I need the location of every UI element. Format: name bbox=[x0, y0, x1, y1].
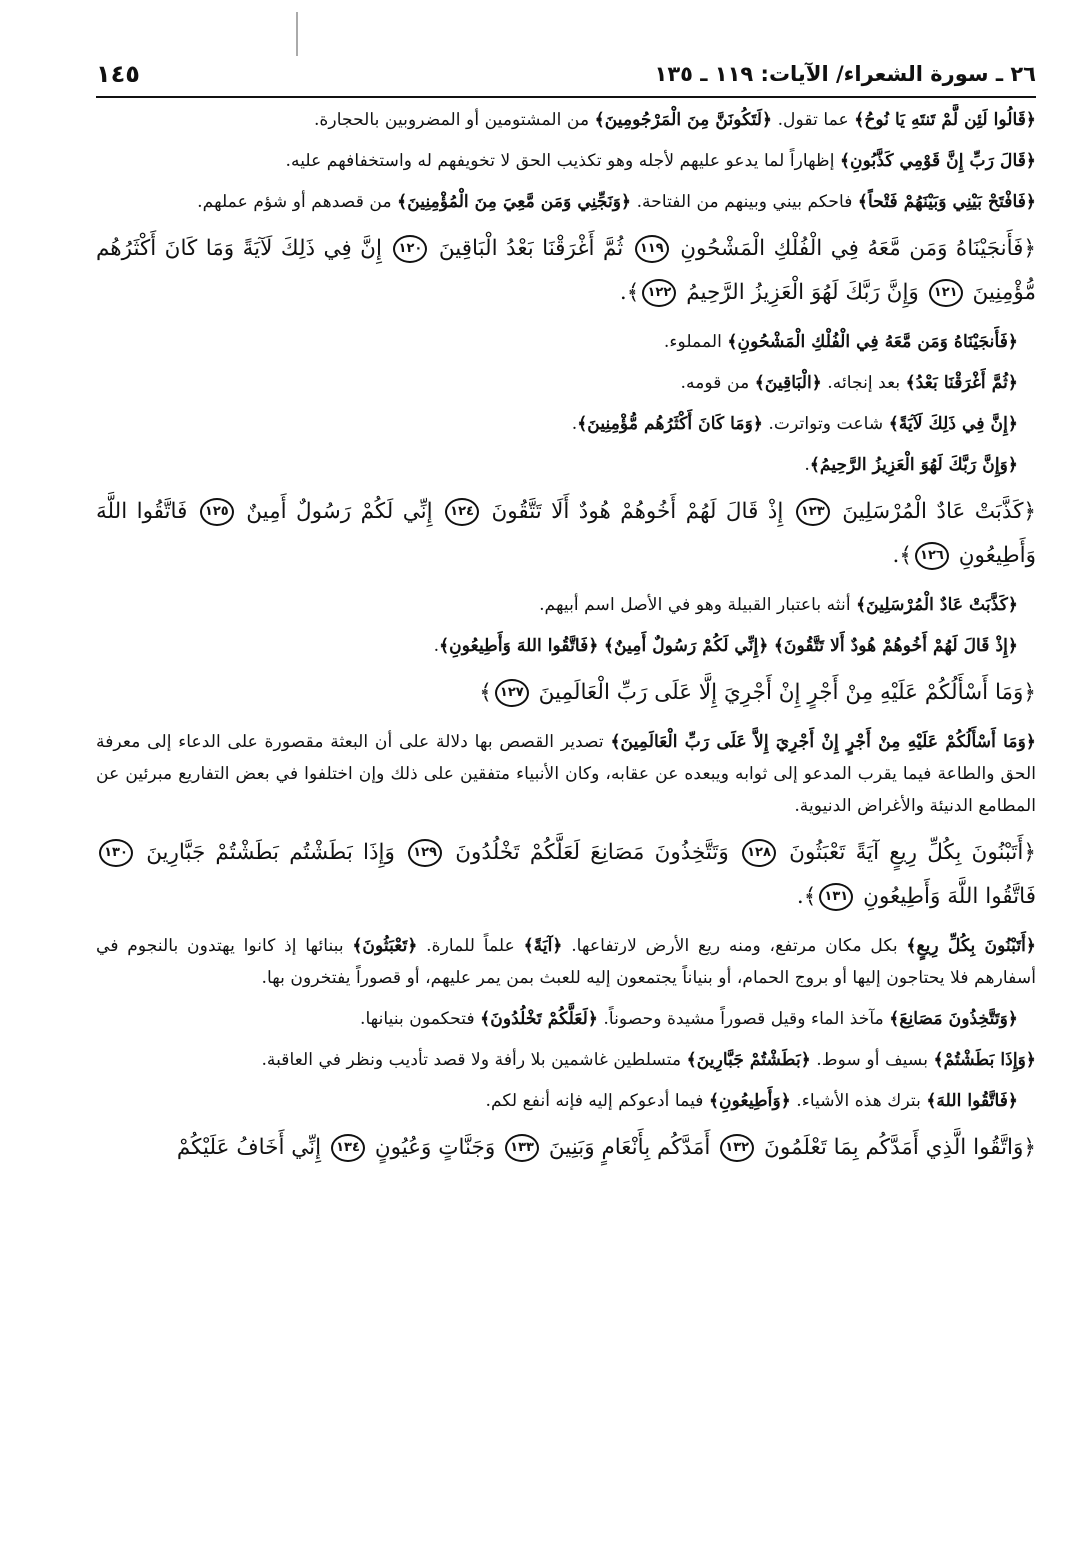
quran-verse-block bbox=[96, 227, 1036, 315]
quran-quote: ﴿الْبَاقِينَ﴾ bbox=[754, 373, 822, 393]
commentary-text: . bbox=[433, 636, 440, 656]
commentary-text: . bbox=[804, 455, 810, 475]
quran-quote: ﴿آيَةً﴾ bbox=[523, 936, 563, 956]
quran-quote: ﴿إِنَّ فِي ذَلِكَ لَآيَةً﴾ bbox=[888, 414, 1018, 434]
quran-quote: ﴿وَنَجِّنِي وَمَن مَّعِيَ مِنَ الْمُؤْمِنِينَ﴾ bbox=[397, 192, 632, 212]
commentary-text: متسلطين غاشمين بلا رأفة ولا قصد تأديب ونظر في العاقبة. bbox=[261, 1050, 687, 1070]
commentary-text: إظهاراً لما يدعو عليهم لأجله وهو تكذيب الحق لا تخويفهم له واستخفافهم عليه. bbox=[285, 151, 840, 171]
verse-text: ﴿وَمَا أَسْأَلُكُمْ عَلَيْهِ مِنْ أَجْرٍ إِنْ أَجْرِيَ إِلَّا عَلَى رَبِّ الْعَالَمِينَ bbox=[538, 680, 1036, 705]
quran-verse-block bbox=[96, 490, 1036, 578]
quran-quote: ﴿وَإِذَا بَطَشْتُمْ﴾ bbox=[933, 1050, 1036, 1070]
commentary-paragraph bbox=[96, 408, 1018, 440]
quran-quote: ﴿تَعْبَثُونَ﴾ bbox=[352, 936, 418, 956]
quran-quote: ﴿وَأَطِيعُونِ﴾ bbox=[708, 1091, 791, 1111]
verse-text: أَمَدَّكُم بِأَنْعَامٍ وَبَنِينَ bbox=[548, 1135, 711, 1160]
verse-text: إِنِّي أَخَافُ عَلَيْكُمْ bbox=[176, 1135, 322, 1160]
verse-number-marker: ١٢٧ bbox=[495, 679, 529, 707]
verse-text: وَإِذَا بَطَشْتُم بَطَشْتُمْ جَبَّارِينَ bbox=[146, 840, 395, 865]
commentary-paragraph bbox=[96, 630, 1018, 662]
verse-text: وَجَنَّاتٍ وَعُيُونٍ bbox=[374, 1135, 496, 1160]
commentary-text: من قصدهم أو شؤم عملهم. bbox=[197, 192, 398, 212]
quran-quote: ﴿فَاتَّقُوا اللهَ وَأَطِيعُونِ﴾ bbox=[439, 636, 599, 656]
commentary-text: مآخذ الماء وقيل قصوراً مشيدة وحصوناً. bbox=[597, 1009, 890, 1029]
verse-text: ﴿وَاتَّقُوا الَّذِي أَمَدَّكُم بِمَا تَعْلَمُونَ bbox=[764, 1135, 1036, 1160]
commentary-paragraph bbox=[96, 1085, 1018, 1117]
commentary-paragraph bbox=[96, 145, 1036, 177]
commentary-text: فيما أدعوكم إليه فإنه أنفع لكم. bbox=[485, 1091, 709, 1111]
quran-verse-block bbox=[96, 671, 1036, 715]
verse-text: وَتَتَّخِذُونَ مَصَانِعَ لَعَلَّكُمْ تَخْلُدُونَ bbox=[455, 840, 729, 865]
page-body bbox=[96, 104, 1036, 1551]
commentary-text: شاعت وتواترت. bbox=[762, 414, 889, 434]
quran-quote: ﴿وَتَتَّخِذُونَ مَصَانِعَ﴾ bbox=[889, 1009, 1018, 1029]
commentary-paragraph bbox=[96, 104, 1036, 136]
verse-number-marker: ١٢٦ bbox=[915, 542, 949, 570]
quran-quote: ﴿ثُمَّ أَغْرَقْنَا بَعْدُ﴾ bbox=[905, 373, 1018, 393]
quran-quote: ﴿أَتَبْنُونَ بِكُلِّ رِيعٍ﴾ bbox=[906, 936, 1036, 956]
commentary-text: المملوء. bbox=[663, 332, 728, 352]
commentary-text: فاحكم بيني وبينهم من الفتاحة. bbox=[631, 192, 858, 212]
verse-number-marker: ١٢٢ bbox=[642, 279, 676, 307]
commentary-paragraph bbox=[96, 326, 1018, 358]
verse-number-marker: ١٣٤ bbox=[331, 1134, 365, 1162]
verse-number-marker: ١٣١ bbox=[819, 883, 853, 911]
verse-text: فَاتَّقُوا اللَّهَ وَأَطِيعُونِ bbox=[96, 499, 1036, 568]
commentary-text: ببنائها إذ كانوا يهتدون بالنجوم في أسفارهم فلا يحتاجون إليها أو بروج الحمام، أو بنياناً يجتمعون إليه للعبث بمن يمر عليهم، أو قصوراً يفتخرون بها. bbox=[96, 936, 1036, 988]
quran-quote: ﴿قَالَ رَبِّ إِنَّ قَوْمِي كَذَّبُونِ﴾ bbox=[839, 151, 1036, 171]
commentary-text: من المشتومين أو المضروبين بالحجارة. bbox=[313, 110, 595, 130]
quran-quote: ﴿قَالُوا لَئِن لَّمْ تَنتَهِ يَا نُوحُ﴾ bbox=[854, 110, 1036, 130]
quran-quote: ﴿وَمَا أَسْأَلُكُمْ عَلَيْهِ مِنْ أَجْرٍ إِنْ أَجْرِيَ إِلاَّ عَلَى رَبِّ الْعَالَمِينَ﴾ bbox=[610, 732, 1036, 752]
verse-text: إِنَّ فِي ذَلِكَ لَآيَةً وَمَا كَانَ أَكْثَرُهُم مُّؤْمِنِينَ bbox=[96, 236, 1036, 305]
verse-text: إِنِّي لَكُمْ رَسُولٌ أَمِينٌ bbox=[246, 499, 433, 524]
verse-number-marker: ١٢٥ bbox=[200, 498, 234, 526]
commentary-paragraph bbox=[96, 449, 1018, 481]
quran-verse-block bbox=[96, 1126, 1036, 1170]
quran-quote: ﴿لَعَلَّكُمْ تَخْلُدُونَ﴾ bbox=[480, 1009, 598, 1029]
verse-text: ﴿فَأَنجَيْنَاهُ وَمَن مَّعَهُ فِي الْفُلْكِ الْمَشْحُونِ bbox=[680, 236, 1036, 261]
quran-quote: ﴿إِذْ قَالَ لَهُمْ أَخُوهُمْ هُودٌ أَلا تَتَّقُونَ﴾ bbox=[773, 636, 1018, 656]
verse-end-bracket: ﴾. bbox=[892, 543, 912, 568]
quran-quote: ﴿فَاتَّقُوا اللهَ﴾ bbox=[926, 1091, 1018, 1111]
verse-number-marker: ١٣٢ bbox=[720, 1134, 754, 1162]
quran-quote: ﴿لَتَكُونَنَّ مِنَ الْمَرْجُومِينَ﴾ bbox=[594, 110, 773, 130]
page-number: ١٤٥ bbox=[96, 60, 140, 88]
verse-number-marker: ١٣٠ bbox=[99, 839, 133, 867]
verse-end-bracket: ﴾. bbox=[796, 884, 817, 909]
verse-number-marker: ١٣٣ bbox=[505, 1134, 539, 1162]
quran-quote: ﴿وَإِنَّ رَبَّكَ لَهُوَ الْعَزِيزُ الرَّحِيمُ﴾ bbox=[809, 455, 1018, 475]
verse-text: فَاتَّقُوا اللَّهَ وَأَطِيعُونِ bbox=[863, 884, 1036, 909]
verse-number-marker: ١٢٠ bbox=[393, 235, 427, 263]
running-head: ٢٦ ـ سورة الشعراء/ الآيات: ١١٩ ـ ١٣٥ bbox=[654, 62, 1036, 86]
commentary-text: . bbox=[571, 414, 578, 434]
commentary-paragraph bbox=[96, 726, 1036, 822]
verse-number-marker: ١١٩ bbox=[635, 235, 669, 263]
page-header bbox=[96, 52, 1036, 98]
verse-number-marker: ١٢٩ bbox=[408, 839, 442, 867]
scan-artifact-line bbox=[296, 12, 298, 56]
commentary-text: بعد إنجائه. bbox=[821, 373, 906, 393]
commentary-text: تصدير القصص بها دلالة على أن البعثة مقصورة على الدعاء إلى معرفة الحق والطاعة فيما يقرب المدعو إلى ثوابه ويبعده عن عقابه، وكان الأنبياء متفقين على ذلك وإن اختلفوا في بعض التفاريع مبرئين عن المطامع الدنيئة والأغراض الدنيوية. bbox=[96, 732, 1036, 816]
verse-number-marker: ١٢٨ bbox=[742, 839, 776, 867]
commentary-paragraph bbox=[96, 367, 1018, 399]
quran-quote: ﴿وَمَا كَانَ أَكْثَرُهُم مُّؤْمِنِينَ﴾ bbox=[577, 414, 763, 434]
commentary-text: بكل مكان مرتفع، ومنه ريع الأرض لارتفاعها. bbox=[562, 936, 907, 956]
verse-text: ﴿أَتَبْنُونَ بِكُلِّ رِيعٍ آيَةً تَعْبَثُونَ bbox=[789, 840, 1036, 865]
quran-quote: ﴿كَذَّبَتْ عَادٌ الْمُرْسَلِينَ﴾ bbox=[856, 595, 1018, 615]
commentary-paragraph bbox=[96, 1003, 1018, 1035]
commentary-paragraph bbox=[96, 186, 1036, 218]
commentary-paragraph bbox=[96, 589, 1018, 621]
quran-quote: ﴿بَطَشْتُمْ جَبَّارِينَ﴾ bbox=[686, 1050, 811, 1070]
commentary-text: بسيف أو سوط. bbox=[810, 1050, 934, 1070]
verse-text: إِذْ قَالَ لَهُمْ أَخُوهُمْ هُودٌ أَلَا تَتَّقُونَ bbox=[491, 499, 784, 524]
verse-text: وَإِنَّ رَبَّكَ لَهُوَ الْعَزِيزُ الرَّحِيمُ bbox=[686, 280, 919, 305]
verse-number-marker: ١٢٤ bbox=[445, 498, 479, 526]
verse-number-marker: ١٢١ bbox=[929, 279, 963, 307]
commentary-paragraph bbox=[96, 1044, 1036, 1076]
verse-text: ثُمَّ أَغْرَقْنَا بَعْدُ الْبَاقِينَ bbox=[438, 236, 624, 261]
commentary-text: فتحكمون بنيانها. bbox=[359, 1009, 481, 1029]
quran-quote: ﴿فَأَنجَيْنَاهُ وَمَن مَّعَهُ فِي الْفُلْكِ الْمَشْحُونِ﴾ bbox=[727, 332, 1018, 352]
verse-end-bracket: ﴾. bbox=[619, 280, 640, 305]
verse-text: ﴿كَذَّبَتْ عَادٌ الْمُرْسَلِينَ bbox=[842, 499, 1036, 524]
commentary-text: عما تقول. bbox=[772, 110, 855, 130]
commentary-text: أنثه باعتبار القبيلة وهو في الأصل اسم أبيهم. bbox=[539, 595, 857, 615]
commentary-paragraph bbox=[96, 930, 1036, 994]
verse-number-marker: ١٢٣ bbox=[796, 498, 830, 526]
commentary-text: علماً للمارة. bbox=[417, 936, 524, 956]
quran-verse-block bbox=[96, 831, 1036, 919]
commentary-text: بترك هذه الأشياء. bbox=[790, 1091, 927, 1111]
verse-end-bracket: ﴾ bbox=[479, 680, 492, 705]
quran-quote: ﴿فَافْتَحْ بَيْنِي وَبَيْنَهُمْ فَتْحاً﴾ bbox=[857, 192, 1036, 212]
quran-quote: ﴿إِنِّي لَكُمْ رَسُولٌ أَمِينٌ﴾ bbox=[603, 636, 769, 656]
commentary-text: من قومه. bbox=[680, 373, 755, 393]
